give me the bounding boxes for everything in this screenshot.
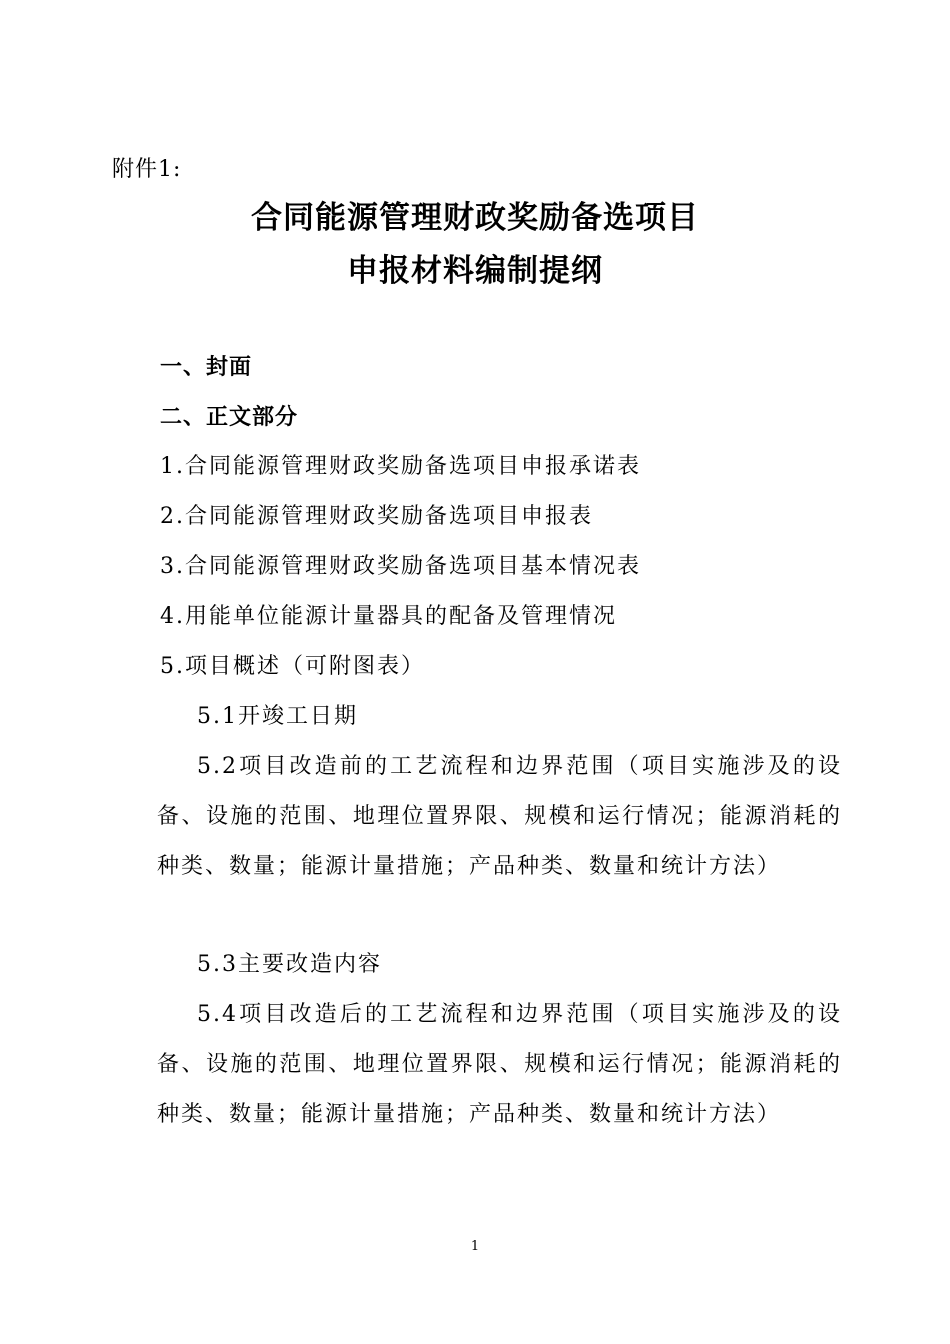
document-title-line-1: 合同能源管理财政奖励备选项目 [251,200,699,236]
subitem-before-renovation: 5.2项目改造前的工艺流程和边界范围（项目实施涉及的设备、设施的范围、地理位置界限、规模和运行情况；能源消耗的种类、数量；能源计量措施；产品种类、数量和统计方法） [157,754,842,879]
list-item-metering-management: 4.用能单位能源计量器具的配备及管理情况 [160,604,617,629]
list-item-basic-info-form: 3.合同能源管理财政奖励备选项目基本情况表 [160,554,641,579]
subitem-after-renovation: 5.4项目改造后的工艺流程和边界范围（项目实施涉及的设备、设施的范围、地理位置界限、规模和运行情况；能源消耗的种类、数量；能源计量措施；产品种类、数量和统计方法） [157,1002,842,1127]
section-heading-cover: 一、封面 [160,355,253,380]
subitem-renovation-content: 5.3主要改造内容 [197,952,382,977]
list-item-project-overview: 5.项目概述（可附图表） [160,654,425,679]
list-item-application-form: 2.合同能源管理财政奖励备选项目申报表 [160,504,593,529]
annex-label: 附件1: [112,157,182,182]
subitem-start-end-date: 5.1开竣工日期 [197,704,358,729]
section-heading-body: 二、正文部分 [160,405,299,430]
document-title-line-2: 申报材料编制提纲 [347,253,603,289]
page-number: 1 [470,1239,480,1254]
list-item-commitment-form: 1.合同能源管理财政奖励备选项目申报承诺表 [160,454,641,479]
